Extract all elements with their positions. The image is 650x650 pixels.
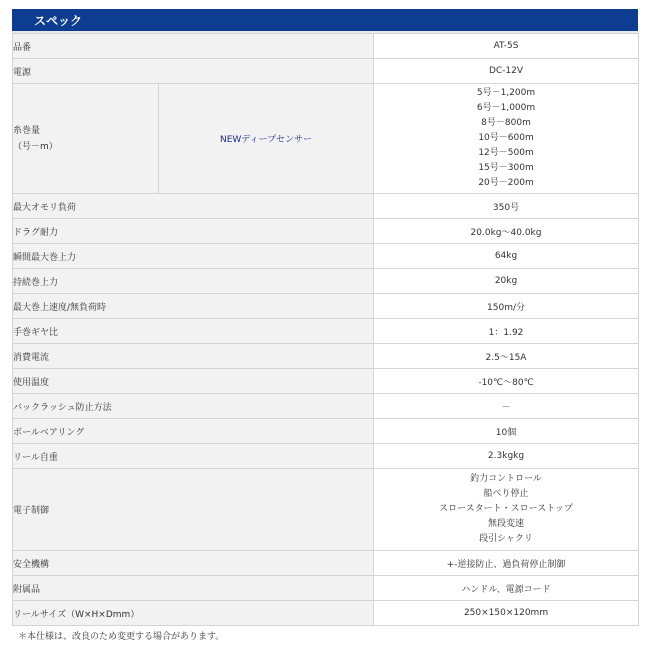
row-value: 20.0kg～40.0kg — [374, 219, 639, 244]
row-value: 64kg — [374, 244, 639, 269]
row-label: 電子制御 — [13, 469, 374, 551]
table-row — [13, 34, 639, 59]
capacity-value: 10号－600m — [478, 133, 534, 143]
row-label: 消費電流 — [13, 344, 374, 369]
table-row — [13, 244, 639, 269]
row-label: 手巻ギヤ比 — [13, 319, 374, 344]
table-row — [13, 194, 639, 219]
row-value: 20kg — [374, 269, 639, 294]
row-label: 持続巻上力 — [13, 269, 374, 294]
section-title: スペック — [34, 14, 83, 28]
capacity-unit: （号－m） — [13, 141, 58, 152]
row-value: DC-12V — [374, 59, 639, 84]
table-row — [13, 269, 639, 294]
table-row — [13, 444, 639, 469]
table-row — [13, 294, 639, 319]
row-value: 250×150×120mm — [374, 601, 639, 626]
row-label: バックラッシュ防止方法 — [13, 394, 374, 419]
row-value: 2.5～15A — [374, 344, 639, 369]
row-label: 瞬間最大巻上力 — [13, 244, 374, 269]
row-label: 電源 — [13, 59, 374, 84]
table-row — [13, 551, 639, 576]
row-label: 最大巻上速度/無負荷時 — [13, 294, 374, 319]
footnote: ＊本仕様は、改良のため変更する場合があります。 — [18, 632, 225, 642]
row-label: リールサイズ（W×H×Dmm） — [13, 601, 374, 626]
row-label: 使用温度 — [13, 369, 374, 394]
capacity-label: 糸巻量 — [13, 125, 41, 136]
table-row — [13, 84, 639, 194]
table-row — [13, 601, 639, 626]
table-row — [13, 394, 639, 419]
table-row — [13, 319, 639, 344]
electronic-value: 船べり停止 — [483, 489, 529, 499]
line-type-label: NEWディープセンサー — [159, 84, 374, 194]
section-header — [12, 9, 638, 33]
spec-table — [12, 33, 639, 626]
electronic-value: 無段変速 — [488, 519, 525, 529]
row-label: 附属品 — [13, 576, 374, 601]
spec-section — [12, 9, 638, 626]
row-value: ハンドル、電源コード — [374, 576, 639, 601]
table-row — [13, 219, 639, 244]
table-row — [13, 344, 639, 369]
electronic-value: 釣力コントロール — [470, 474, 542, 484]
table-row — [13, 576, 639, 601]
row-value: -10℃～80℃ — [374, 369, 639, 394]
table-row — [13, 59, 639, 84]
capacity-values — [374, 84, 639, 194]
row-value: +-逆接防止、過負荷停止制御 — [374, 551, 639, 576]
row-label: リール自重 — [13, 444, 374, 469]
capacity-value: 6号－1,000m — [476, 103, 536, 113]
table-row — [13, 419, 639, 444]
capacity-value: 20号－200m — [478, 178, 534, 188]
row-label: 品番 — [13, 34, 374, 59]
table-row — [13, 469, 639, 551]
row-value: 2.3kgkg — [374, 444, 639, 469]
row-label: 最大オモリ負荷 — [13, 194, 374, 219]
row-value: 350号 — [374, 194, 639, 219]
capacity-value: 15号－300m — [478, 163, 534, 173]
row-value: 150m/分 — [374, 294, 639, 319]
row-value: 1：1.92 — [374, 319, 639, 344]
row-label: ドラグ耐力 — [13, 219, 374, 244]
capacity-value: 12号－500m — [478, 148, 534, 158]
table-row — [13, 369, 639, 394]
capacity-value: 8号－800m — [481, 118, 531, 128]
row-value: － — [374, 394, 639, 419]
row-value: AT-5S — [374, 34, 639, 59]
row-label: 安全機構 — [13, 551, 374, 576]
row-label — [13, 84, 159, 194]
row-label: ボールベアリング — [13, 419, 374, 444]
electronic-value: 段引シャクリ — [479, 534, 533, 544]
electronic-values — [374, 469, 639, 551]
row-value: 10個 — [374, 419, 639, 444]
capacity-value: 5号－1,200m — [476, 88, 536, 98]
electronic-value: スロースタート・スローストップ — [439, 504, 573, 514]
